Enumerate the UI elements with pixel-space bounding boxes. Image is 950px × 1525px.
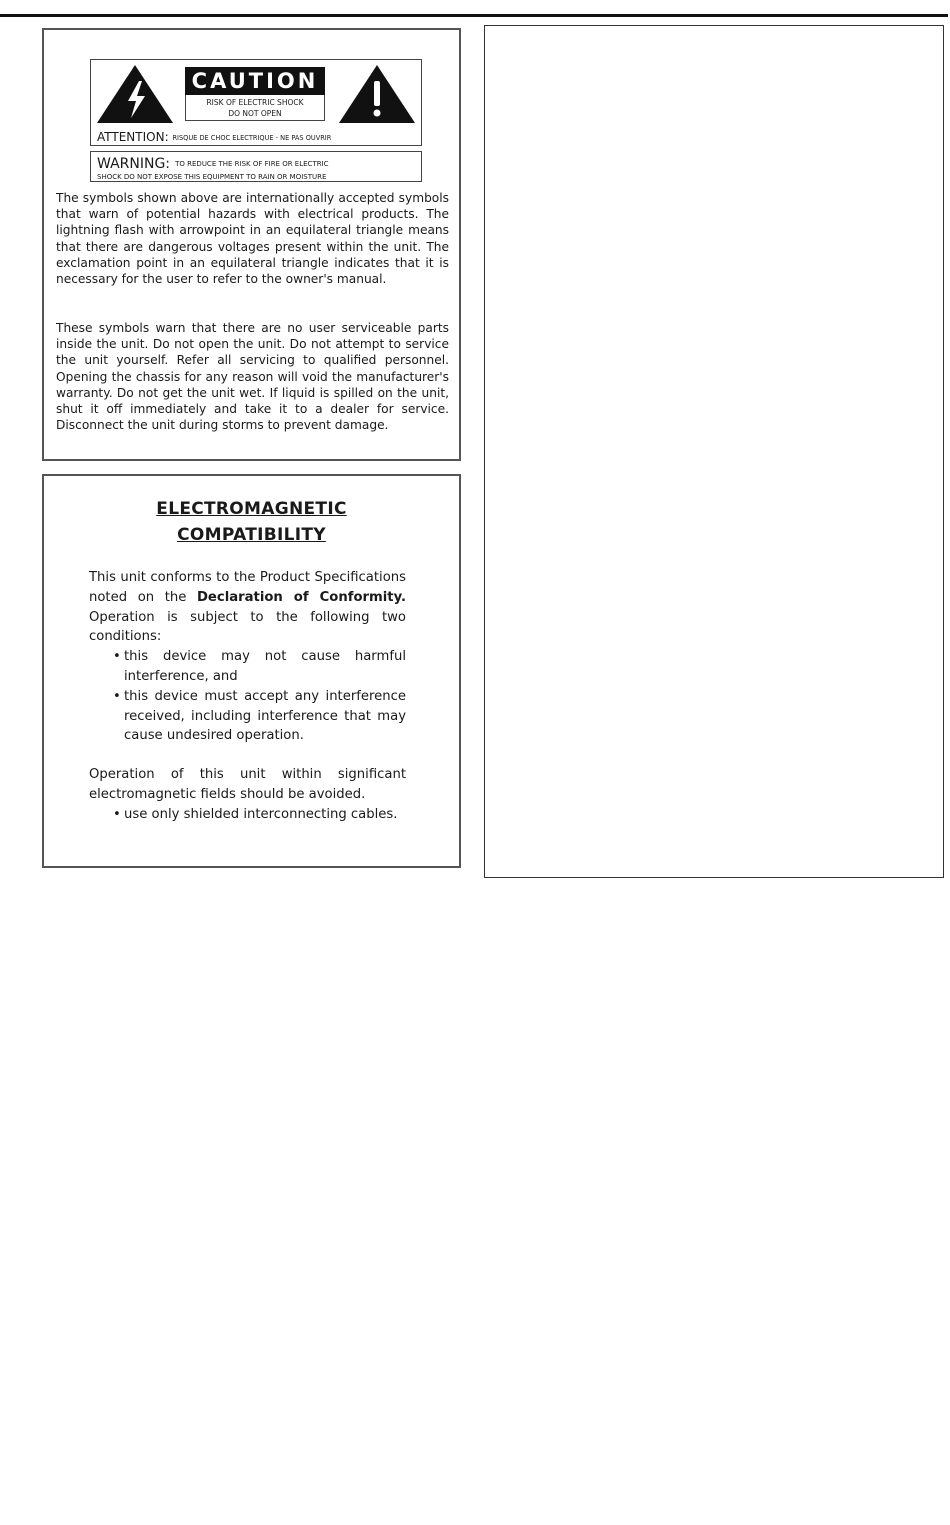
attention-line (97, 130, 419, 145)
top-rule (0, 14, 948, 17)
bullet-icon: • (113, 649, 121, 665)
warning-line-2: SHOCK DO NOT EXPOSE THIS EQUIPMENT TO RAIN OR MOISTURE (97, 173, 327, 181)
bullet-icon: • (113, 806, 121, 822)
emc-panel (42, 474, 461, 868)
caution-label (90, 59, 422, 146)
paragraph-gap (89, 746, 406, 765)
warning-label (90, 151, 422, 182)
emc-title (44, 496, 459, 548)
conformity-text-before: This unit conforms to the Product Specifications noted on the (89, 570, 406, 605)
lightning-warning-icon (95, 63, 175, 125)
caution-badge (185, 67, 325, 123)
attention-french-text: RISQUE DE CHOC ELECTRIQUE - NE PAS OUVRIR (172, 134, 332, 142)
caution-word: CAUTION (185, 67, 325, 95)
conformity-text-after: Operation is subject to the following two conditions: (89, 609, 406, 645)
exclamation-warning-icon (337, 63, 417, 125)
condition-text: this device must accept any interference received, including interference that may cause undesired operation. (124, 688, 406, 744)
list-item (89, 805, 406, 825)
blank-panel (484, 25, 944, 878)
bullet-icon: • (113, 688, 121, 704)
risk-of-shock-text (185, 95, 325, 121)
caution-panel (42, 28, 461, 461)
emc-body (89, 568, 406, 825)
list-item (89, 647, 406, 687)
cable-instruction-text: use only shielded interconnecting cables. (124, 806, 398, 822)
warning-line-1: TO REDUCE THE RISK OF FIRE OR ELECTRIC (175, 160, 329, 168)
risk-line-1: RISK OF ELECTRIC SHOCK (206, 98, 304, 107)
risk-line-2: DO NOT OPEN (228, 109, 282, 118)
list-item (89, 687, 406, 746)
attention-heading: ATTENTION: (97, 130, 169, 144)
condition-text: this device may not cause harmful interference, and (124, 649, 406, 684)
operation-paragraph: Operation of this unit within significant electromagnetic fields should be avoided. (89, 767, 406, 802)
emc-title-line-2: COMPATIBILITY (177, 525, 326, 545)
emc-title-line-1: ELECTROMAGNETIC (156, 499, 347, 519)
conformity-paragraph (89, 568, 406, 647)
warning-heading: WARNING: (97, 156, 171, 172)
no-serviceable-parts-paragraph: These symbols warn that there are no user serviceable parts inside the unit. Do not open the unit. Do not attempt to service the unit yourself. Refer all servicing to qualified personnel. Opening the chassis for any reason will void the manufacturer's warranty. Do not get the unit wet. If liquid is spilled on the unit, shut it off immediately and take it to a dealer for service. Disconnect the unit during storms to prevent damage. (56, 321, 449, 433)
declaration-of-conformity: Declaration of Conformity. (196, 589, 406, 605)
symbols-explanation-paragraph: The symbols shown above are internationally accepted symbols that warn of potential hazards with electrical products. The lightning flash with arrowpoint in an equilateral triangle means that there are dangerous voltages present within the unit. The exclamation point in an equilateral triangle indicates that it is necessary for the user to refer to the owner's manual. (56, 191, 449, 287)
